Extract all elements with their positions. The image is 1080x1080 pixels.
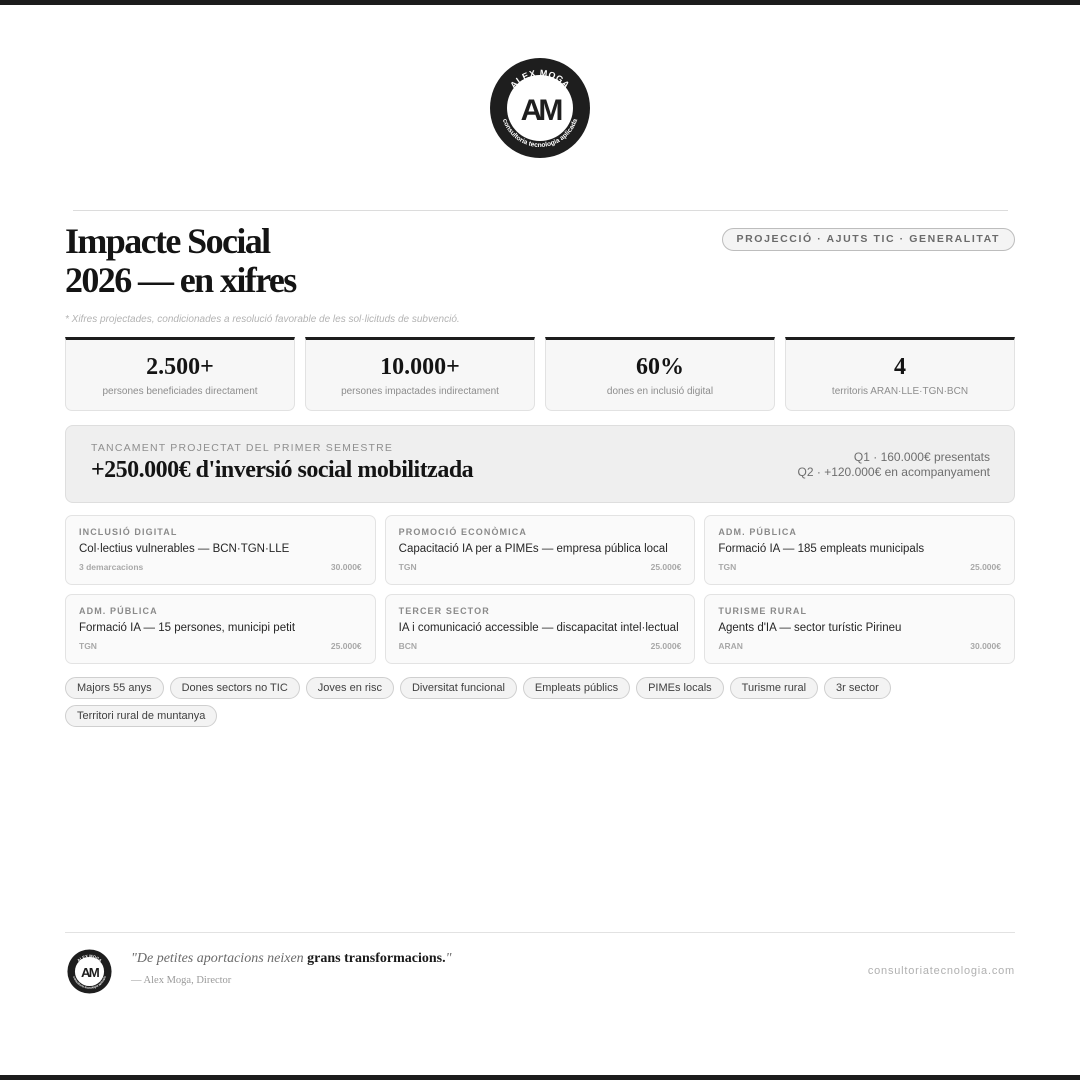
project-amount: 25.000€	[650, 641, 682, 651]
project-category: TERCER SECTOR	[398, 606, 490, 616]
footer-logo-monogram: AM	[80, 964, 99, 980]
project-card	[65, 515, 376, 585]
audience-chip: 3r sector	[824, 677, 891, 699]
logo-emblem	[489, 57, 591, 159]
investment-kicker: TANCAMENT PROJECTAT DEL PRIMER SEMESTRE	[91, 442, 394, 454]
project-amount: 25.000€	[970, 562, 1001, 572]
project-footer	[718, 641, 1001, 651]
quote-start: "De petites aportacions neixen	[131, 951, 308, 966]
project-footer	[399, 562, 682, 572]
page-title-line-1: Impacte Social	[65, 221, 270, 261]
logo-tagline-text: consultoria tecnologia aplicada	[500, 117, 580, 150]
project-amount: 30.000€	[330, 562, 362, 572]
project-location: 3 demarcacions	[79, 562, 144, 572]
stat-card	[785, 337, 1015, 411]
audience-chips	[65, 677, 1015, 727]
investment-q1: Q1 · 160.000€ presentats	[853, 450, 990, 464]
project-card	[704, 515, 1015, 585]
project-title: Col·lectius vulnerables — BCN·TGN·LLE	[79, 543, 290, 555]
investment-headline: +250.000€ d'inversió social mobilitzada	[91, 457, 474, 483]
project-category: PROMOCIÓ ECONÒMICA	[398, 527, 527, 537]
project-title: Formació IA — 15 persones, municipi petit	[79, 622, 296, 634]
quote-author: — Alex Moga, Director	[131, 975, 232, 986]
stat-card	[305, 337, 535, 411]
footer-quote	[131, 951, 452, 967]
stat-value: 10.000+	[380, 354, 460, 380]
page-title	[65, 222, 296, 300]
project-location: BCN	[398, 641, 418, 651]
audience-chip: Turisme rural	[730, 677, 818, 699]
stat-card	[545, 337, 775, 411]
project-category: INCLUSIÓ DIGITAL	[79, 527, 178, 537]
audience-chip: Dones sectors no TIC	[170, 677, 300, 699]
logo-monogram: AM	[520, 94, 560, 127]
audience-chip: Empleats públics	[523, 677, 630, 699]
investment-breakdown	[798, 450, 990, 479]
audience-chip: Diversitat funcional	[400, 677, 517, 699]
project-location: TGN	[718, 562, 737, 572]
project-title: Formació IA — 185 empleats municipals	[718, 543, 925, 555]
footer-divider	[65, 932, 1015, 933]
header-divider	[73, 210, 1008, 211]
audience-chip: Majors 55 anys	[65, 677, 164, 699]
project-amount: 30.000€	[970, 641, 1001, 651]
footer-logo-tagline: consultoria tecnologia aplicada	[72, 975, 107, 990]
quote-end: "	[445, 951, 452, 966]
stat-value: 2.500+	[146, 354, 214, 380]
project-category: ADM. PÚBLICA	[79, 606, 158, 616]
stat-label: territoris ARAN·LLE·TGN·BCN	[831, 386, 969, 397]
audience-chip: Territori rural de muntanya	[65, 705, 217, 727]
bottom-border	[0, 1075, 1080, 1080]
project-title: Agents d'IA — sector turístic Pirineu	[718, 622, 902, 634]
top-border	[0, 0, 1080, 5]
stat-card	[65, 337, 295, 411]
project-footer	[79, 641, 362, 651]
footer-logo	[67, 949, 112, 994]
stat-label: dones en inclusió digital	[606, 386, 714, 397]
project-amount: 25.000€	[330, 641, 362, 651]
project-footer	[79, 562, 362, 572]
project-card	[385, 515, 696, 585]
page-title-line-2: 2026 — en xifres	[65, 260, 296, 300]
quote-emphasis: grans transformacions.	[307, 951, 446, 966]
project-category: TURISME RURAL	[718, 606, 808, 616]
project-footer	[718, 562, 1001, 572]
footer-logo-brand: ALEX MOGA	[76, 953, 103, 963]
stat-label: persones impactades indirectament	[341, 386, 499, 397]
stats-row	[65, 337, 1015, 411]
stat-label: persones beneficiades directament	[102, 386, 258, 397]
project-category: ADM. PÚBLICA	[718, 527, 798, 537]
logo-brand-text: ALEX MOGA	[508, 67, 572, 91]
website-link[interactable]: consultoriatecnologia.com	[867, 965, 1015, 977]
project-card	[385, 594, 696, 664]
project-footer	[399, 641, 682, 651]
investment-panel	[65, 425, 1015, 503]
stat-value: 60%	[636, 354, 684, 380]
project-location: ARAN	[718, 641, 743, 651]
investment-q2: Q2 · +120.000€ en acompanyament	[797, 464, 990, 479]
project-amount: 25.000€	[650, 562, 682, 572]
project-grid	[65, 515, 1015, 664]
project-title: IA i comunicació accessible — discapacitat intel·lectual	[398, 622, 679, 634]
project-location: TGN	[79, 641, 97, 651]
context-tag: PROJECCIÓ · AJUTS TIC · GENERALITAT	[722, 228, 1015, 251]
project-title: Capacitació IA per a PIMEs — empresa pública local	[398, 543, 668, 555]
brand-logo	[489, 57, 591, 159]
project-card	[65, 594, 376, 664]
project-card	[704, 594, 1015, 664]
projection-note: * Xifres projectades, condicionades a resolució favorable de les sol·licituds de subvenció.	[65, 314, 460, 325]
audience-chip: PIMEs locals	[636, 677, 724, 699]
project-location: TGN	[398, 562, 417, 572]
stat-value: 4	[894, 354, 906, 380]
audience-chip: Joves en risc	[306, 677, 394, 699]
